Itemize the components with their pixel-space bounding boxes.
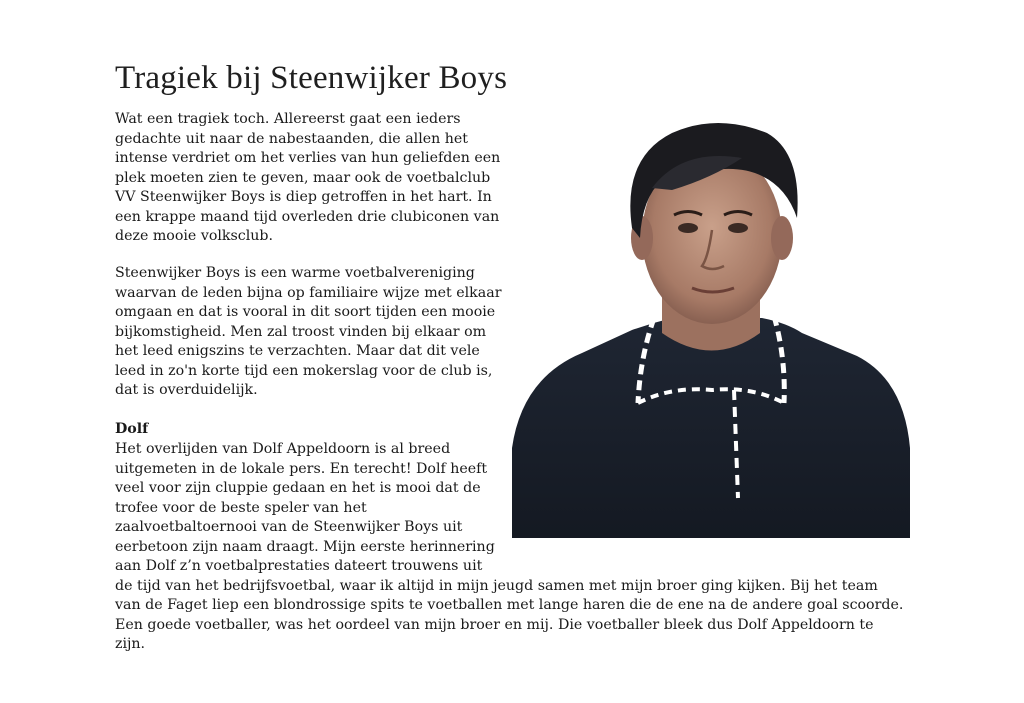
text-line: omgaan en dat is vooral in dit soort tijden een mooie: [115, 304, 496, 320]
text-line: dat is overduidelijk.: [115, 382, 258, 398]
subheading-dolf: Dolf: [115, 421, 149, 437]
text-line: intense verdriet om het verlies van hun geliefden een: [115, 150, 501, 166]
text-line: plek moeten zien te geven, maar ook de voetbalclub: [115, 169, 491, 186]
text-line: deze mooie volksclub.: [115, 228, 274, 244]
text-line: zijn.: [115, 636, 146, 652]
text-line: eerbetoon zijn naam draagt. Mijn eerste herinnering: [115, 538, 495, 555]
text-line: VV Steenwijker Boys is diep getroffen in het hart. In: [115, 189, 492, 205]
text-line: Het overlijden van Dolf Appeldoorn is al breed: [115, 441, 451, 457]
page-title: Tragiek bij Steenwijker Boys: [115, 60, 508, 96]
text-line: Steenwijker Boys is een warme voetbalvereniging: [115, 265, 475, 281]
portrait-photo: [512, 118, 910, 538]
text-line: aan Dolf z’n voetbalprestaties dateert trouwens uit: [115, 558, 483, 574]
text-line: trofee voor de beste speler van het: [115, 499, 367, 516]
text-line: van de Faget liep een blondrossige spits te voetballen met lange haren die de ene na de andere goal scoorde.: [115, 597, 904, 613]
text-line: de tijd van het bedrijfsvoetbal, waar ik altijd in mijn jeugd samen met mijn broer ging kijken. Bij het team: [115, 577, 878, 594]
text-line: een krappe maand tijd overleden drie clubiconen van: [115, 208, 500, 225]
text-line: Wat een tragiek toch. Allereerst gaat een ieders: [115, 111, 461, 127]
text-line: veel voor zijn cluppie gedaan en het is mooi dat de: [115, 480, 481, 496]
text-line: Een goede voetballer, was het oordeel van mijn broer en mij. Die voetballer bleek dus Dolf Appeldoorn te: [115, 616, 874, 633]
text-line: bijkomstigheid. Men zal troost vinden bij elkaar om: [115, 323, 487, 340]
text-line: het leed enigszins te verzachten. Maar dat dit vele: [115, 343, 480, 359]
text-line: waarvan de leden bijna op familiaire wijze met elkaar: [115, 284, 502, 301]
portrait-illustration: [512, 118, 910, 538]
text-line: gedachte uit naar de nabestaanden, die allen het: [115, 130, 469, 147]
text-line: leed in zo'n korte tijd een mokerslag voor de club is,: [115, 362, 493, 379]
text-line: uitgemeten in de lokale pers. En terecht! Dolf heeft: [115, 460, 488, 477]
text-line: zaalvoetbaltoernooi van de Steenwijker Boys uit: [115, 519, 463, 535]
